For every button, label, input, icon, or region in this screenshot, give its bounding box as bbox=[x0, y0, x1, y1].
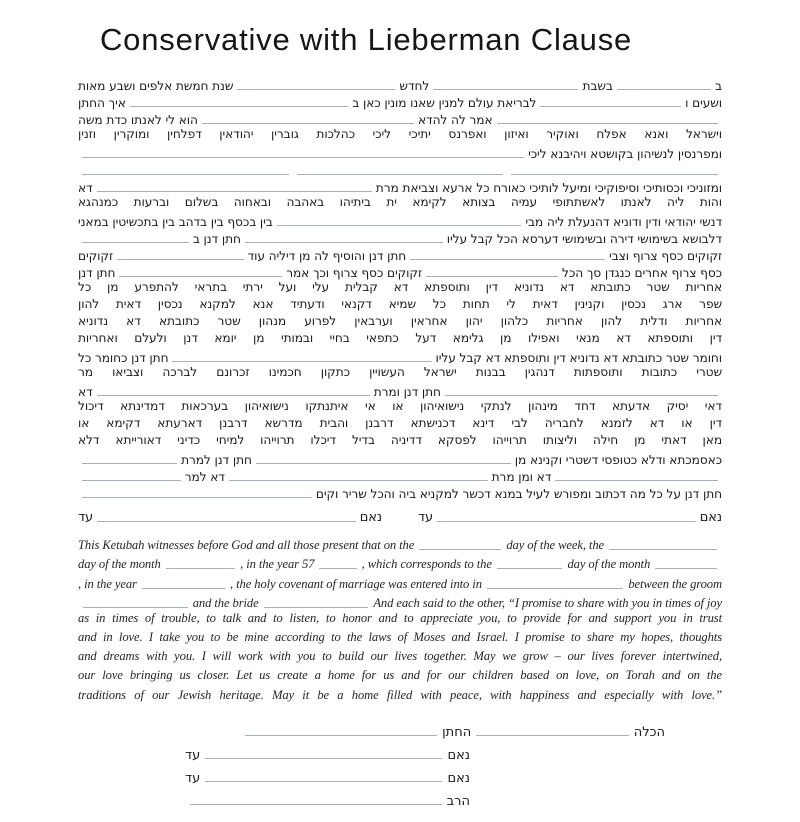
hebrew-line bbox=[78, 382, 722, 399]
text-segment: הכלה bbox=[633, 724, 665, 740]
blank-field bbox=[237, 88, 395, 90]
blank-field bbox=[130, 105, 349, 107]
hebrew-line bbox=[78, 93, 722, 110]
witness-signature-line bbox=[185, 740, 470, 763]
text-segment: דא למר bbox=[184, 470, 225, 484]
ketubah-page bbox=[0, 22, 800, 822]
blank-field bbox=[205, 757, 442, 759]
text-segment: עד bbox=[78, 510, 94, 525]
text-segment: עד bbox=[418, 510, 434, 525]
hebrew-line bbox=[78, 76, 722, 93]
bride-groom-signature-line bbox=[240, 717, 665, 740]
text-segment: כסף צרוף אחרים כנגדן סך הכל bbox=[562, 266, 722, 280]
hebrew-line: מאן דאתי מן חילה וליצותו תרוייהו לפסקא דדיניה בדיל דיכלו תרוייהו למיחי כדיני דאורייתא דלא bbox=[78, 433, 722, 447]
text-segment: חתן דנן כחומר כל bbox=[78, 351, 169, 365]
text-segment: וחומר שטר כתובתא דא נדוניא דין ותוספתא דא קבל עליו bbox=[435, 351, 722, 365]
text-segment: עד bbox=[185, 770, 201, 786]
blank-field bbox=[82, 241, 189, 243]
english-line bbox=[78, 592, 722, 611]
blank-field bbox=[609, 548, 717, 550]
text-segment: דא bbox=[77, 385, 93, 399]
text-segment: חתן דנן והוסיף לה מן דיליה עוד bbox=[247, 249, 407, 263]
text-segment: חתן דנן bbox=[78, 266, 116, 280]
text-segment: , in the year bbox=[78, 576, 137, 591]
text-segment: נאם bbox=[359, 510, 382, 525]
blank-field bbox=[202, 122, 414, 124]
hebrew-line bbox=[78, 348, 722, 365]
text-segment: זקוקים כסף צרוף וכך אמר bbox=[286, 266, 423, 280]
blank-field bbox=[497, 122, 719, 124]
blank-field bbox=[437, 520, 696, 522]
text-segment: and the bride bbox=[192, 595, 259, 610]
blank-field bbox=[511, 173, 718, 175]
text-segment: day of the month bbox=[567, 557, 651, 572]
hebrew-line: שפר ארג נכסין וקנינין דאית לי תחות כל שמיא דקנאי ודעתיד אנא למקנא נכסין דאית להון bbox=[78, 297, 722, 311]
blank-field bbox=[419, 548, 501, 550]
text-segment: החתן bbox=[442, 724, 472, 740]
blank-field bbox=[82, 496, 312, 498]
text-segment: חתן דנן ומרת bbox=[373, 385, 441, 399]
blank-field bbox=[617, 88, 711, 90]
text-segment: בין בכסף בין בדהב בין בתכשיטין במאני bbox=[78, 215, 273, 229]
blank-field bbox=[205, 780, 442, 782]
text-segment: דא bbox=[78, 181, 93, 195]
text-segment: זקוקים כסף צרוף וצבי bbox=[609, 249, 722, 263]
text-segment: And each said to the other, “I promise to share with you in times of joy bbox=[373, 595, 722, 610]
hebrew-line bbox=[78, 450, 722, 467]
blank-field bbox=[487, 587, 623, 589]
english-line bbox=[78, 553, 722, 572]
text-segment: , the holy covenant of marriage was entered into in bbox=[230, 576, 482, 591]
english-line: traditions of our Jewish heritage. May it be a home filled with peace, with happiness and especially with love.” bbox=[78, 687, 722, 702]
text-segment: כאסמכתא ודלא כטופסי דשטרי וקנינא מן bbox=[514, 453, 722, 467]
blank-field bbox=[97, 520, 356, 522]
text-segment: נאם bbox=[447, 747, 470, 763]
hebrew-line: דין ותוספתא דא מנאי ואפילו מן גלימא דעל כתפאי בחיי ובמותי מן יומא דנן ולעלם ואחריות bbox=[78, 331, 722, 345]
text-segment: day of the week, the bbox=[506, 538, 605, 553]
blank-field bbox=[190, 803, 442, 805]
text-segment: ב bbox=[715, 79, 722, 93]
blank-field bbox=[82, 173, 289, 175]
text-segment: זקוקים bbox=[78, 249, 114, 263]
text-segment: חתן דנן על כל מה דכתוב ומפורש לעיל במנא דכשר למקניא ביה והכל שריר וקים bbox=[315, 487, 722, 501]
english-line: as in times of trouble, to talk and to listen, to honor and to appreciate you, to provide for and support you in trust bbox=[78, 610, 722, 625]
english-line bbox=[78, 572, 722, 591]
hebrew-line: וישראל ואנא אפלח ואוקיר ואיזון ואפרנס יתיכי ליכי כהלכות גוברין יהודאין דפלחין ומוקרין וזנין bbox=[78, 127, 722, 141]
hebrew-line bbox=[78, 467, 722, 484]
text-segment: חתן דנן למרת bbox=[181, 453, 252, 467]
blank-field bbox=[277, 224, 522, 226]
blank-field bbox=[229, 479, 488, 481]
blank-field bbox=[433, 88, 578, 90]
witness-signature-line bbox=[185, 763, 470, 786]
hebrew-line: אחריות שטר כתובתא דא נדוניא דין ותוספתא דא קבלית עלי ועל ירתי בתראי להתפרע מן כל bbox=[78, 280, 722, 294]
blank-field bbox=[83, 606, 188, 608]
text-segment: דלבושא בשימושי דירה ובשימושי דערסא הכל קבל עליו bbox=[446, 232, 722, 246]
text-segment: עד bbox=[185, 747, 201, 763]
hebrew-line: והות ליה לאנתו לאשתתופי עמיה בצותא לקימא ית ביתיהו באהבה ובאחוה בשלום וברעות כמנהגא bbox=[78, 195, 722, 209]
hebrew-line bbox=[78, 484, 722, 501]
english-line bbox=[78, 534, 722, 553]
page-title: Conservative with Lieberman Clause bbox=[100, 22, 633, 57]
text-segment: בשבת bbox=[582, 79, 613, 93]
blank-field bbox=[497, 567, 563, 569]
hebrew-line bbox=[78, 229, 722, 246]
blank-field bbox=[166, 567, 235, 569]
text-segment: אמר לה להדא bbox=[417, 113, 493, 127]
text-segment: ושעים ו bbox=[685, 96, 722, 110]
hebrew-line bbox=[78, 212, 722, 229]
hebrew-line bbox=[78, 110, 722, 127]
blank-field bbox=[540, 105, 681, 107]
hebrew-line bbox=[78, 246, 722, 263]
text-segment: איך החתן bbox=[78, 96, 126, 110]
text-segment: הוא לי לאנתו כדת משה bbox=[78, 113, 198, 127]
text-segment: , in the year 57 bbox=[240, 557, 315, 572]
text-segment: , which corresponds to the bbox=[361, 557, 492, 572]
text-segment: ומפרנסין לנשיהון בקושטא ויהיבנא ליכי bbox=[528, 147, 722, 161]
hebrew-line: דאי יסיק אדעתא דחד מינהון לנתקי נישואיהון או אי איתנתקו נישואיהון בערכאות דמדינתא דיכול bbox=[78, 399, 722, 413]
text-segment: דא ומן מרת bbox=[491, 470, 552, 484]
text-segment: day of the month bbox=[78, 557, 161, 572]
text-segment: שנת חמשת אלפים ושבע מאות bbox=[77, 79, 234, 93]
english-text-block bbox=[78, 534, 722, 707]
english-line: our love bringing us closer. Let us create a home for us and for our children based on love, on Torah and on the bbox=[78, 668, 722, 683]
hebrew-text-block bbox=[78, 76, 722, 525]
text-segment: לחדש bbox=[399, 79, 430, 93]
blank-field bbox=[264, 606, 369, 608]
hebrew-line bbox=[78, 263, 722, 280]
english-line: and dreams with you. I will work with you to build our lives together. May we grow – our lives forever intertwined, bbox=[78, 649, 722, 664]
blank-field bbox=[117, 258, 244, 260]
blank-field bbox=[97, 394, 370, 396]
blank-field bbox=[82, 156, 524, 158]
text-segment: לבריאת עולם למנין שאנו מונין כאן ב bbox=[352, 96, 537, 110]
text-segment: הרב bbox=[446, 793, 470, 809]
hebrew-line: אחריות ודלית להון אחריות כלהון יהון אחראין וערבאין לפרוע מנהון שטר כתובתא דא נדוניא bbox=[78, 314, 722, 328]
blank-field bbox=[655, 567, 717, 569]
rabbi-signature-line bbox=[185, 786, 470, 809]
blank-field bbox=[476, 734, 629, 736]
text-segment: דנשי יהודאי ודין ודוניא דהנעלת ליה מבי bbox=[525, 215, 722, 229]
text-segment: between the groom bbox=[628, 576, 722, 591]
blank-field bbox=[297, 173, 504, 175]
blank-field bbox=[410, 258, 605, 260]
blank-field bbox=[97, 190, 372, 192]
text-segment: חתן דנן ב bbox=[192, 232, 241, 246]
hebrew-line bbox=[78, 508, 722, 525]
blank-field bbox=[319, 567, 356, 569]
blank-field bbox=[82, 479, 181, 481]
hebrew-line bbox=[78, 178, 722, 195]
hebrew-line: שטרי כתובות ותוספתות דנהגין בבנות ישראל העשויין כתקון חכמינו זכרונם לברכה וצביאו מר bbox=[78, 365, 722, 379]
blank-field bbox=[245, 734, 437, 736]
english-line: and in love. I take you to be mine according to the laws of Moses and Israel. I promise to share my hopes, thoughts bbox=[78, 629, 722, 644]
blank-field bbox=[445, 394, 718, 396]
text-segment: This Ketubah witnesses before God and all those present that on the bbox=[78, 538, 415, 553]
blank-field bbox=[256, 462, 511, 464]
blank-field bbox=[426, 275, 558, 277]
blank-field bbox=[82, 462, 177, 464]
blank-field bbox=[142, 587, 225, 589]
blank-field bbox=[119, 275, 282, 277]
text-segment: נאם bbox=[699, 510, 722, 525]
hebrew-line bbox=[78, 144, 722, 161]
text-segment: נאם bbox=[447, 770, 470, 786]
blank-field bbox=[172, 360, 431, 362]
hebrew-line: דין או דא לזמנא לחבריה לבי דינא דכנישתא דרבנן והבית מדרשא דרבנן דארעתא דקימא או bbox=[78, 416, 722, 430]
text-segment: ומזוניכי וכסותיכי וסיפוקיכי ומיעל לותיכי כאורח כל ארעא וצביאת מרת bbox=[375, 181, 722, 195]
blank-field bbox=[245, 241, 443, 243]
hebrew-line bbox=[78, 161, 722, 178]
signature-block bbox=[78, 717, 722, 809]
blank-field bbox=[555, 479, 718, 481]
